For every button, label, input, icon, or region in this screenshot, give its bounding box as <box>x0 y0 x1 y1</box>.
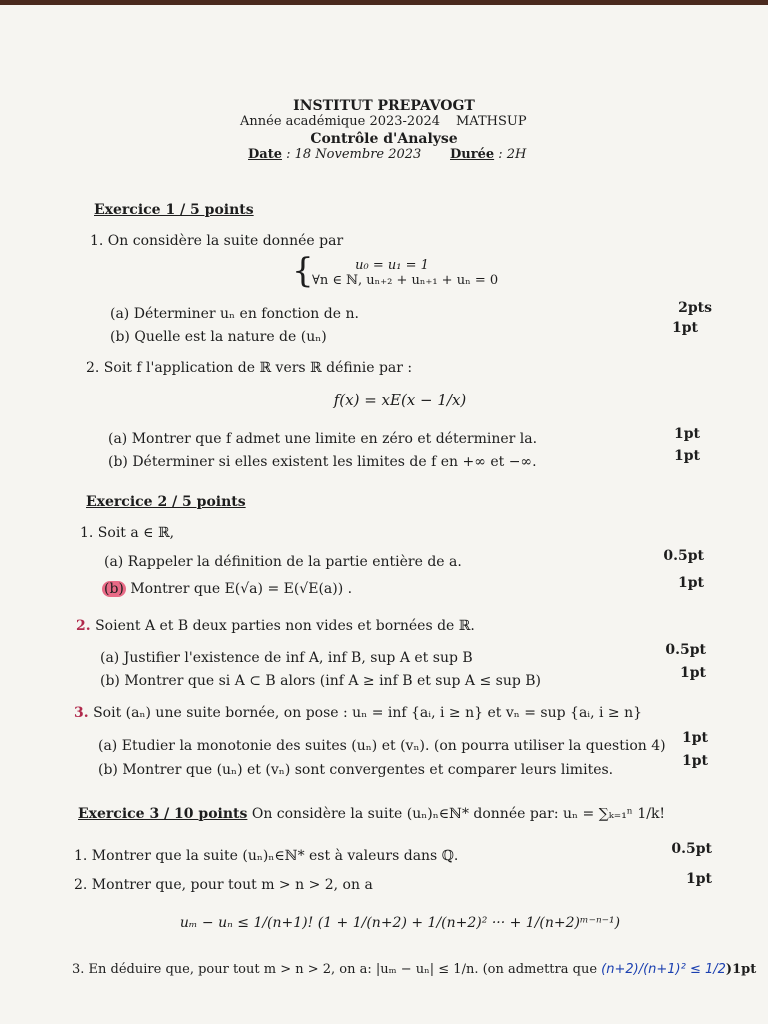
ex2-q3a: (a) Etudier la monotonie des suites (uₙ) et (vₙ). (on pourra utiliser la question 4) <box>98 738 666 754</box>
ex3-q2-points: 1pt <box>686 871 712 887</box>
ex3-header-line <box>78 806 665 822</box>
ex2-q1b-line <box>102 581 352 597</box>
exercise-1-title: Exercice 1 / 5 points <box>94 202 254 218</box>
ex3-question-2: 2. Montrer que, pour tout m > n > 2, on a <box>74 877 373 893</box>
ex1-question-2: 2. Soit f l'application de ℝ vers ℝ définie par : <box>86 360 413 376</box>
top-edge-bar <box>0 0 768 5</box>
ex3-question-3 <box>72 962 756 977</box>
ex2-q1a-points: 0.5pt <box>663 548 704 564</box>
ex2-q3b: (b) Montrer que (uₙ) et (vₙ) sont convergentes et comparer leurs limites. <box>98 762 614 778</box>
ex1-q1a: (a) Déterminer uₙ en fonction de n. <box>110 306 359 322</box>
date-label: Date <box>248 147 282 162</box>
exam-title: Contrôle d'Analyse <box>310 131 458 147</box>
system-line-2: ∀n ∈ ℕ, uₙ₊₂ + uₙ₊₁ + uₙ = 0 <box>312 273 499 288</box>
system-line-1: u₀ = u₁ = 1 <box>355 258 429 273</box>
ex1-q2a: (a) Montrer que f admet une limite en zéro et déterminer la. <box>108 431 538 447</box>
exercise-3-title: Exercice 3 / 10 points <box>78 806 248 822</box>
ex3-q3-points: )1pt <box>725 962 757 977</box>
highlighted-label-b: (b) <box>104 581 124 597</box>
exercise-2-title: Exercice 2 / 5 points <box>86 494 246 510</box>
ex2-question-1: 1. Soit a ∈ ℝ, <box>80 525 175 541</box>
inequality-formula: uₘ − uₙ ≤ 1/(n+1)! (1 + 1/(n+2) + 1/(n+2)² ··· + 1/(n+2)ᵐ⁻ⁿ⁻¹) <box>179 915 621 931</box>
duration-label: Durée <box>450 147 495 162</box>
duration-value: : 2H <box>498 147 527 162</box>
ex2-q2a: (a) Justifier l'existence de inf A, inf B, sup A et sup B <box>100 650 473 666</box>
ex1-question-1: 1. On considère la suite donnée par <box>90 233 344 249</box>
ex2-q2b: (b) Montrer que si A ⊂ B alors (inf A ≥ inf B et sup A ≤ sup B) <box>100 673 542 689</box>
class-name: MATHSUP <box>456 114 527 129</box>
ex1-q1b: (b) Quelle est la nature de (uₙ) <box>110 329 327 345</box>
ex3-q1-points: 0.5pt <box>671 841 712 857</box>
ex1-q2a-points: 1pt <box>674 426 700 442</box>
ex2-question-2 <box>76 618 475 634</box>
handwritten-note: (n+2)/(n+1)² ≤ 1/2 <box>601 962 726 977</box>
ex3-question-1: 1. Montrer que la suite (uₙ)ₙ∈ℕ* est à valeurs dans ℚ. <box>74 848 459 864</box>
ex2-q2-text: Soient A et B deux parties non vides et bornées de ℝ. <box>95 618 475 634</box>
system-brace: { <box>292 251 314 291</box>
ex2-q2-number: 2. <box>76 618 91 634</box>
ex2-q2a-points: 0.5pt <box>665 642 706 658</box>
ex2-q3-number: 3. <box>74 705 89 721</box>
ex1-q1a-points: 2pts <box>678 300 712 316</box>
ex2-q3a-points: 1pt <box>682 730 708 746</box>
ex2-q2b-points: 1pt <box>680 665 706 681</box>
ex2-q3-text: Soit (aₙ) une suite bornée, on pose : uₙ = inf {aᵢ, i ≥ n} et vₙ = sup {aᵢ, i ≥ n} <box>93 705 643 721</box>
ex1-q2b: (b) Déterminer si elles existent les limites de f en +∞ et −∞. <box>108 454 537 470</box>
date-value: : 18 Novembre 2023 <box>286 147 422 162</box>
ex2-q1b-points: 1pt <box>678 575 704 591</box>
duration-line <box>450 147 526 162</box>
ex2-q3b-points: 1pt <box>682 753 708 769</box>
date-line <box>248 147 421 162</box>
ex3-q3-text: 3. En déduire que, pour tout m > n > 2, on a: |uₘ − uₙ| ≤ 1/n. (on admettra que <box>72 962 598 977</box>
ex3-intro: On considère la suite (uₙ)ₙ∈ℕ* donnée par: uₙ = ∑ₖ₌₁ⁿ 1/k! <box>251 806 666 822</box>
ex1-q2b-points: 1pt <box>674 448 700 464</box>
function-definition: f(x) = xE(x − 1/x) <box>333 391 467 409</box>
ex2-q1a: (a) Rappeler la définition de la partie entière de a. <box>104 554 462 570</box>
ex2-question-3 <box>74 705 642 721</box>
institute-name: INSTITUT PREPAVOGT <box>293 98 475 114</box>
academic-year: Année académique 2023-2024 <box>240 114 441 129</box>
ex2-q1b: Montrer que E(√a) = E(√E(a)) . <box>130 581 353 597</box>
ex1-q1b-points: 1pt <box>672 320 698 336</box>
